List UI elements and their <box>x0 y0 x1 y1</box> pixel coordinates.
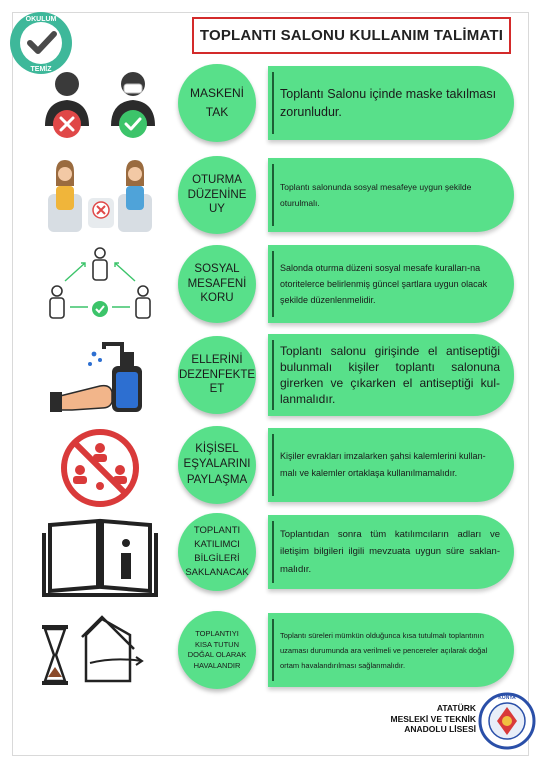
rule-circle <box>178 336 256 414</box>
badge-bottom-text: TEMİZ <box>30 66 52 73</box>
school-name-line3: ANADOLU LİSESİ <box>404 724 476 735</box>
rule-circle-label: TOPLANTIYI KISA TUTUN DOĞAL OLARAK HAVALANDIR <box>187 629 247 670</box>
rule-circle <box>178 513 256 591</box>
rule-pill <box>268 428 514 502</box>
rule-circle-label: ELLERİNİ DEZENFEKTE ET <box>179 353 256 396</box>
rule-text: Toplantıdan sonra tüm katılımcıların adları ve iletişim bilgileri ilgili mevzuata uygun süre saklan-malıdır. <box>280 529 500 575</box>
page-title: TOPLANTI SALONU KULLANIM TALİMATI <box>199 27 504 44</box>
school-name-line2: MESLEKİ VE TEKNİK <box>390 713 476 724</box>
rule-circle <box>178 64 256 142</box>
school-logo-icon <box>478 690 536 752</box>
rule-circle-label: SOSYAL MESAFENİ KORU <box>187 262 247 305</box>
mask-required-icon <box>30 64 170 148</box>
rule-text: Toplantı Salonu içinde maske takılması zorunludur. <box>280 86 497 119</box>
rule-text: Toplantı salonunda sosyal mesafeye uygun şekilde oturulmalı. <box>280 181 472 208</box>
rule-text: Toplantı süreleri mümkün olduğunca kısa tutulmalı toplantının uzaması durumunda ara verilmeli ve pencereler açılarak doğal ortam havalandırılması sağlanmalıdır. <box>280 630 488 670</box>
rule-pill <box>268 334 514 416</box>
rule-text: Toplantı salonu girişinde el antiseptiği bulunmalı kişiler toplantı salonuna girerken ve çıkarken el antiseptiği kul-lanmalıdır. <box>280 343 500 407</box>
hourglass-ventilation-icon <box>30 611 170 695</box>
hand-sanitizer-icon <box>30 336 170 420</box>
rule-circle <box>178 611 256 689</box>
title-box <box>192 17 511 54</box>
school-name-line1: ATATÜRK <box>436 703 476 713</box>
rule-circle <box>178 426 256 504</box>
rule-circle-label: TOPLANTI KATILIMCI BİLGİLERİ SAKLANACAK <box>185 525 249 578</box>
rule-pill <box>268 66 514 140</box>
rule-pill <box>268 515 514 589</box>
rule-pill <box>268 245 514 323</box>
rule-text: Salonda oturma düzeni sosyal mesafe kuralları-na otoritelerce belirlenmiş güncel şartlara uygun olacak şekilde düzenlenmelidir. <box>280 262 488 306</box>
seating-arrangement-icon <box>30 156 170 240</box>
rule-circle-label: KİŞİSEL EŞYALARINI PAYLAŞMA <box>183 442 251 486</box>
rule-circle-label: MASKENİ TAK <box>189 85 244 119</box>
rule-pill <box>268 613 514 687</box>
no-sharing-icon <box>30 426 170 510</box>
rule-pill <box>268 158 514 232</box>
rule-circle-label: OTURMA DÜZENİNE UY <box>187 174 247 216</box>
social-distance-icon <box>30 245 170 329</box>
logo-text: KONYA <box>498 695 516 701</box>
school-name <box>376 703 476 735</box>
info-book-icon <box>30 513 170 597</box>
rule-circle <box>178 156 256 234</box>
rule-text: Kişiler evrakları imzalarken şahsi kalemlerini kullan-malı ve kalemler ortaklaşa kullanılmamalıdır. <box>280 450 486 478</box>
rule-circle <box>178 245 256 323</box>
badge-top-text: OKULUM <box>25 16 57 23</box>
